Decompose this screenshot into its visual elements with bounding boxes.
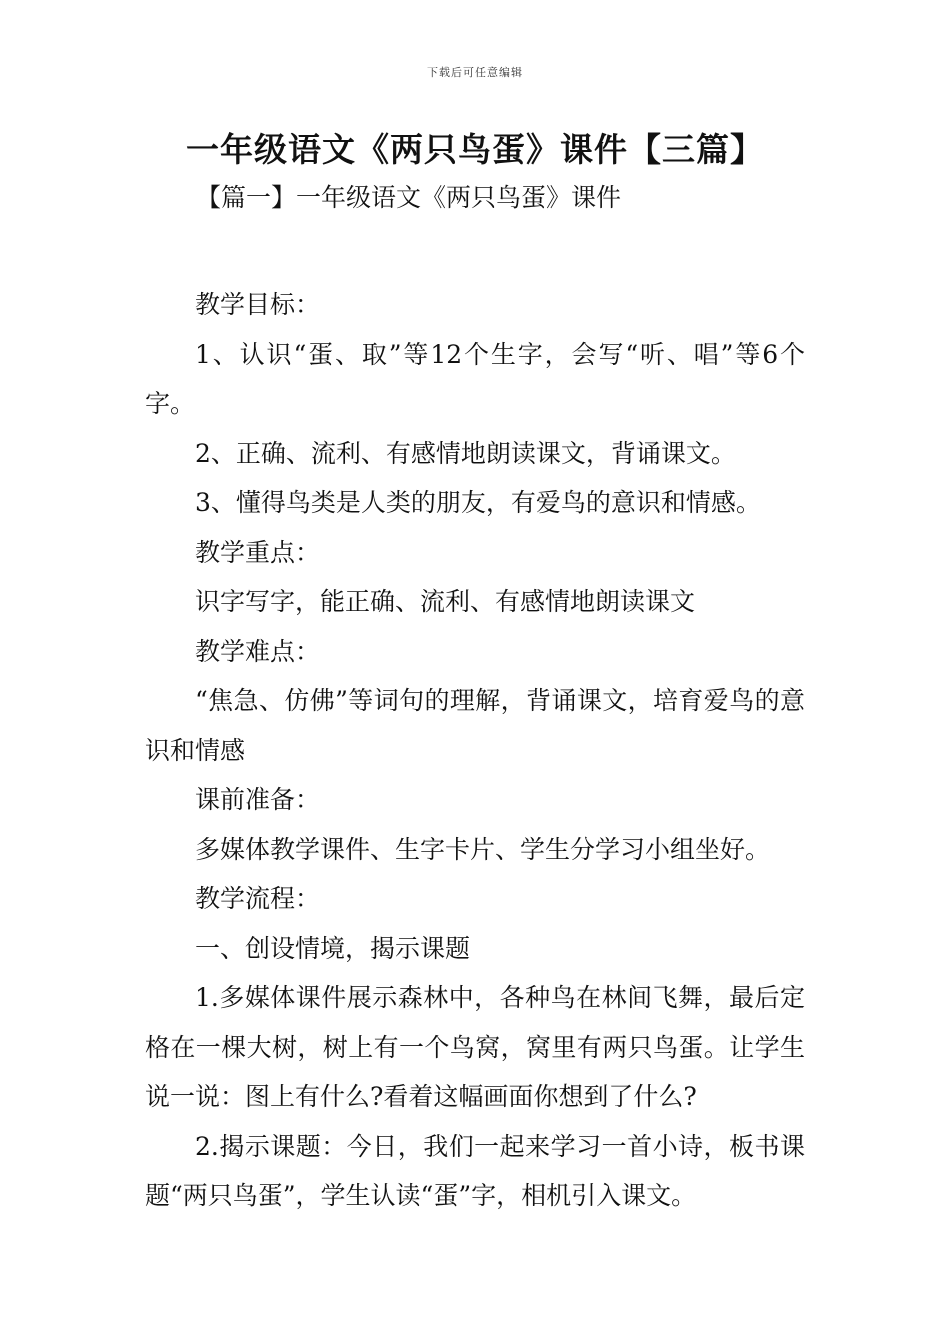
- paragraph-key-points: 识字写字，能正确、流利、有感情地朗读课文: [195, 587, 696, 616]
- paragraph-step-1-heading: 一、创设情境，揭示课题: [195, 933, 471, 963]
- section-heading: 【篇一】一年级语文《两只鸟蛋》课件: [196, 183, 622, 212]
- header-note: 下载后可任意编辑: [427, 66, 523, 79]
- paragraph-objectives-heading: 教学目标：: [195, 290, 321, 319]
- paragraph-difficulties-heading: 教学难点：: [195, 636, 321, 666]
- paragraph-objective-2: 2、正确、流利、有感情地朗读课文，背诵课文。: [195, 438, 736, 468]
- paragraph-preparation: 多媒体教学课件、生字卡片、学生分学习小组坐好。: [195, 834, 771, 864]
- paragraph-step-1-2: 2.揭示课题：今日，我们一起来学习一首小诗，板书课题“两只鸟蛋”，学生认读“蛋”字，相机引入课文。: [145, 1131, 805, 1210]
- paragraph-objective-3: 3、懂得鸟类是人类的朋友，有爱鸟的意识和情感。: [195, 488, 761, 517]
- document-title: 一年级语文《两只鸟蛋》课件【三篇】: [186, 130, 764, 169]
- paragraph-step-1-1: 1.多媒体课件展示森林中，各种鸟在林间飞舞，最后定格在一棵大树，树上有一个鸟窝，窝里有两只鸟蛋。让学生说一说：图上有什么?看着这幅画面你想到了什么?: [145, 983, 805, 1111]
- paragraph-key-points-heading: 教学重点：: [195, 537, 321, 567]
- paragraph-preparation-heading: 课前准备：: [195, 785, 321, 814]
- paragraph-difficulties: “焦急、仿佛”等词句的理解，背诵课文，培育爱鸟的意识和情感: [145, 686, 805, 765]
- paragraph-process-heading: 教学流程：: [195, 884, 321, 913]
- document-body: [145, 280, 805, 1221]
- paragraph-objective-1: 1、认识“蛋、取”等12个生字，会写“听、唱”等6个字。: [145, 339, 805, 418]
